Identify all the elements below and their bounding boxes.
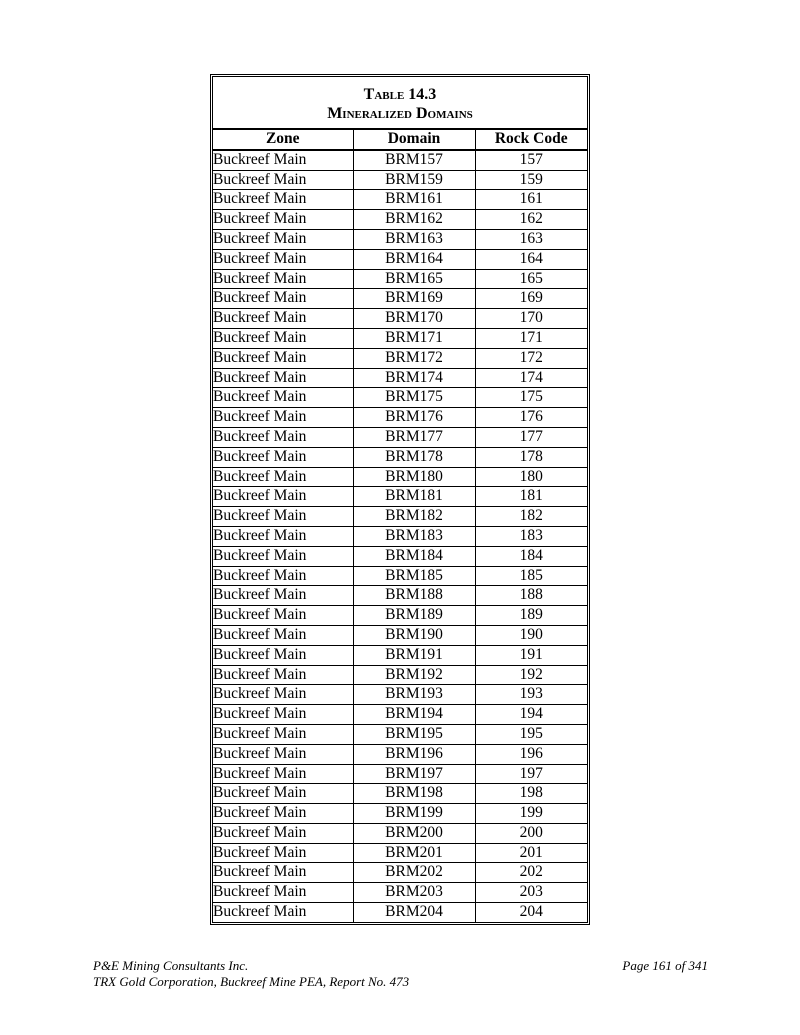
table-row (213, 665, 587, 685)
cell-domain: BRM203 (353, 883, 475, 903)
cell-rock-code: 164 (475, 249, 587, 269)
column-header-zone: Zone (213, 129, 353, 150)
cell-domain: BRM175 (353, 388, 475, 408)
cell-rock-code: 171 (475, 328, 587, 348)
table-row (213, 210, 587, 230)
cell-domain: BRM176 (353, 408, 475, 428)
table-row (213, 487, 587, 507)
table-row (213, 724, 587, 744)
cell-zone: Buckreef Main (213, 467, 353, 487)
table-row (213, 863, 587, 883)
cell-zone: Buckreef Main (213, 804, 353, 824)
cell-domain: BRM200 (353, 823, 475, 843)
cell-rock-code: 196 (475, 744, 587, 764)
table-row (213, 269, 587, 289)
cell-domain: BRM171 (353, 328, 475, 348)
cell-domain: BRM188 (353, 586, 475, 606)
cell-rock-code: 199 (475, 804, 587, 824)
cell-domain: BRM182 (353, 507, 475, 527)
table-row (213, 408, 587, 428)
cell-zone: Buckreef Main (213, 606, 353, 626)
cell-rock-code: 180 (475, 467, 587, 487)
cell-domain: BRM183 (353, 526, 475, 546)
page-number: Page 161 of 341 (622, 958, 708, 973)
cell-zone: Buckreef Main (213, 625, 353, 645)
table-row (213, 823, 587, 843)
table-row (213, 190, 587, 210)
footer-report: TRX Gold Corporation, Buckreef Mine PEA, Report No. 473 (93, 974, 410, 989)
cell-domain: BRM159 (353, 170, 475, 190)
cell-domain: BRM157 (353, 150, 475, 170)
cell-zone: Buckreef Main (213, 863, 353, 883)
cell-zone: Buckreef Main (213, 348, 353, 368)
cell-zone: Buckreef Main (213, 487, 353, 507)
page-footer-left (93, 958, 409, 990)
cell-zone: Buckreef Main (213, 447, 353, 467)
cell-rock-code: 177 (475, 427, 587, 447)
cell-rock-code: 178 (475, 447, 587, 467)
cell-domain: BRM169 (353, 289, 475, 309)
cell-rock-code: 172 (475, 348, 587, 368)
cell-rock-code: 197 (475, 764, 587, 784)
cell-rock-code: 188 (475, 586, 587, 606)
cell-domain: BRM190 (353, 625, 475, 645)
table-row (213, 546, 587, 566)
cell-rock-code: 176 (475, 408, 587, 428)
cell-zone: Buckreef Main (213, 526, 353, 546)
cell-domain: BRM191 (353, 645, 475, 665)
cell-zone: Buckreef Main (213, 843, 353, 863)
cell-zone: Buckreef Main (213, 566, 353, 586)
cell-rock-code: 201 (475, 843, 587, 863)
cell-zone: Buckreef Main (213, 764, 353, 784)
table-row (213, 289, 587, 309)
cell-rock-code: 165 (475, 269, 587, 289)
table-row (213, 427, 587, 447)
cell-domain: BRM198 (353, 784, 475, 804)
table-row (213, 744, 587, 764)
cell-domain: BRM192 (353, 665, 475, 685)
cell-domain: BRM181 (353, 487, 475, 507)
table-row (213, 170, 587, 190)
cell-rock-code: 189 (475, 606, 587, 626)
table-row (213, 804, 587, 824)
cell-zone: Buckreef Main (213, 190, 353, 210)
table-row (213, 309, 587, 329)
cell-rock-code: 193 (475, 685, 587, 705)
cell-domain: BRM185 (353, 566, 475, 586)
cell-rock-code: 198 (475, 784, 587, 804)
cell-domain: BRM162 (353, 210, 475, 230)
cell-zone: Buckreef Main (213, 883, 353, 903)
cell-rock-code: 162 (475, 210, 587, 230)
cell-zone: Buckreef Main (213, 586, 353, 606)
cell-rock-code: 183 (475, 526, 587, 546)
table-row (213, 368, 587, 388)
cell-rock-code: 174 (475, 368, 587, 388)
cell-zone: Buckreef Main (213, 685, 353, 705)
table-row (213, 883, 587, 903)
cell-domain: BRM178 (353, 447, 475, 467)
table-row (213, 447, 587, 467)
cell-zone: Buckreef Main (213, 507, 353, 527)
column-header-domain: Domain (353, 129, 475, 150)
cell-rock-code: 185 (475, 566, 587, 586)
cell-domain: BRM194 (353, 705, 475, 725)
cell-rock-code: 161 (475, 190, 587, 210)
cell-zone: Buckreef Main (213, 229, 353, 249)
table-row (213, 467, 587, 487)
cell-domain: BRM177 (353, 427, 475, 447)
cell-zone: Buckreef Main (213, 823, 353, 843)
cell-zone: Buckreef Main (213, 269, 353, 289)
cell-zone: Buckreef Main (213, 546, 353, 566)
cell-zone: Buckreef Main (213, 170, 353, 190)
cell-rock-code: 192 (475, 665, 587, 685)
table-row (213, 784, 587, 804)
cell-domain: BRM202 (353, 863, 475, 883)
cell-zone: Buckreef Main (213, 744, 353, 764)
table-row (213, 507, 587, 527)
cell-zone: Buckreef Main (213, 724, 353, 744)
cell-zone: Buckreef Main (213, 645, 353, 665)
table-row (213, 566, 587, 586)
cell-domain: BRM172 (353, 348, 475, 368)
table-row (213, 348, 587, 368)
cell-zone: Buckreef Main (213, 368, 353, 388)
cell-domain: BRM164 (353, 249, 475, 269)
cell-rock-code: 202 (475, 863, 587, 883)
table-row (213, 685, 587, 705)
table-caption: Mineralized Domains (327, 105, 473, 122)
table-row (213, 625, 587, 645)
cell-domain: BRM161 (353, 190, 475, 210)
cell-rock-code: 181 (475, 487, 587, 507)
cell-zone: Buckreef Main (213, 784, 353, 804)
cell-domain: BRM170 (353, 309, 475, 329)
cell-domain: BRM163 (353, 229, 475, 249)
mineralized-domains-table-frame (210, 74, 590, 925)
cell-domain: BRM196 (353, 744, 475, 764)
table-row (213, 843, 587, 863)
cell-rock-code: 169 (475, 289, 587, 309)
cell-zone: Buckreef Main (213, 665, 353, 685)
table-row (213, 705, 587, 725)
cell-zone: Buckreef Main (213, 408, 353, 428)
cell-domain: BRM204 (353, 903, 475, 922)
footer-company: P&E Mining Consultants Inc. (93, 958, 249, 973)
cell-domain: BRM197 (353, 764, 475, 784)
cell-rock-code: 200 (475, 823, 587, 843)
cell-domain: BRM193 (353, 685, 475, 705)
column-header-rock-code: Rock Code (475, 129, 587, 150)
cell-rock-code: 170 (475, 309, 587, 329)
table-title (213, 77, 587, 129)
table-row (213, 229, 587, 249)
table-row (213, 328, 587, 348)
cell-rock-code: 194 (475, 705, 587, 725)
cell-rock-code: 182 (475, 507, 587, 527)
cell-domain: BRM201 (353, 843, 475, 863)
table-header-row (213, 129, 587, 150)
table-body (213, 150, 587, 922)
cell-zone: Buckreef Main (213, 249, 353, 269)
cell-domain: BRM184 (353, 546, 475, 566)
table-row (213, 586, 587, 606)
table-row (213, 645, 587, 665)
cell-zone: Buckreef Main (213, 388, 353, 408)
cell-domain: BRM189 (353, 606, 475, 626)
table-number: Table 14.3 (363, 86, 437, 103)
cell-zone: Buckreef Main (213, 309, 353, 329)
cell-rock-code: 195 (475, 724, 587, 744)
cell-rock-code: 163 (475, 229, 587, 249)
table-row (213, 903, 587, 922)
table-row (213, 764, 587, 784)
table-row (213, 150, 587, 170)
cell-zone: Buckreef Main (213, 210, 353, 230)
cell-domain: BRM174 (353, 368, 475, 388)
cell-rock-code: 190 (475, 625, 587, 645)
cell-zone: Buckreef Main (213, 705, 353, 725)
table-row (213, 388, 587, 408)
table-row (213, 249, 587, 269)
cell-rock-code: 191 (475, 645, 587, 665)
cell-rock-code: 203 (475, 883, 587, 903)
cell-zone: Buckreef Main (213, 328, 353, 348)
table-title-row (213, 77, 587, 129)
table-row (213, 606, 587, 626)
cell-domain: BRM180 (353, 467, 475, 487)
cell-domain: BRM195 (353, 724, 475, 744)
cell-zone: Buckreef Main (213, 150, 353, 170)
cell-rock-code: 204 (475, 903, 587, 922)
mineralized-domains-table (213, 77, 587, 922)
cell-domain: BRM165 (353, 269, 475, 289)
cell-rock-code: 157 (475, 150, 587, 170)
cell-rock-code: 175 (475, 388, 587, 408)
table-row (213, 526, 587, 546)
cell-rock-code: 159 (475, 170, 587, 190)
cell-domain: BRM199 (353, 804, 475, 824)
cell-rock-code: 184 (475, 546, 587, 566)
cell-zone: Buckreef Main (213, 427, 353, 447)
cell-zone: Buckreef Main (213, 903, 353, 922)
cell-zone: Buckreef Main (213, 289, 353, 309)
